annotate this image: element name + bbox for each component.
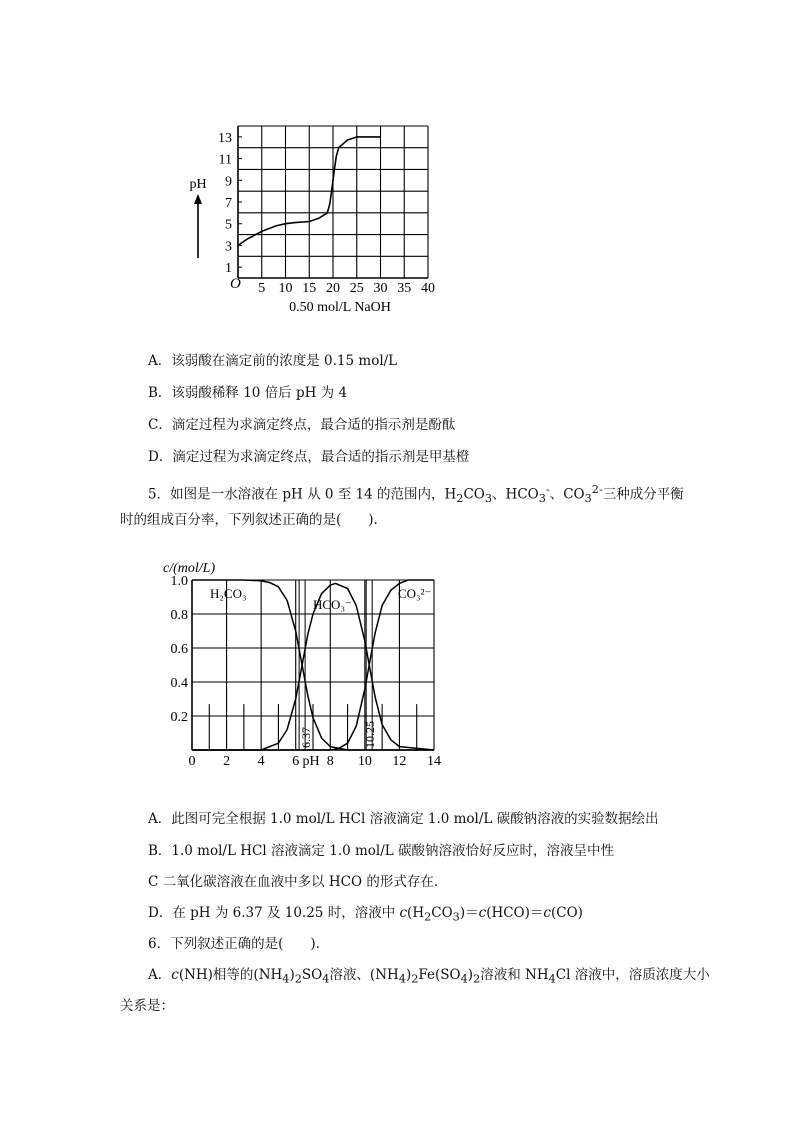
titration-y-ticks <box>218 131 232 276</box>
x-tick-label: 14 <box>427 754 441 769</box>
x-tick-label: 20 <box>326 281 340 296</box>
titration-x-ticks <box>258 281 435 296</box>
titration-x-axis-label: 0.50 mol/L NaOH <box>289 300 391 315</box>
x-tick-label: 10 <box>278 281 293 296</box>
titration-grid <box>238 126 428 278</box>
q5-stem-line2: 时的组成百分率，下列叙述正确的是( ). <box>120 512 378 528</box>
q5-stem-line1: 5．如图是一水溶液在 pH 从 0 至 14 的范围内，$H_2CO_3$、$HCO_3^-$、$CO_3^{2-}$三种成分平衡 <box>148 483 684 506</box>
x-tick-label: 15 <box>302 281 317 296</box>
q4-option-d: D．滴定过程为求滴定终点，最合适的指示剂是甲基橙 <box>148 449 470 465</box>
q4-option-b: B．该弱酸稀释 10 倍后 pH 为 4 <box>148 385 348 401</box>
annotation-6-37: 6.37 <box>299 727 313 748</box>
y-tick-label: 0.4 <box>170 676 188 691</box>
y-arrow-icon <box>194 194 202 258</box>
y-tick-label: 5 <box>225 217 232 233</box>
y-tick-label: 1 <box>225 261 232 277</box>
label-hco3: HCO₃⁻ <box>313 597 352 612</box>
y-tick-label: 13 <box>218 130 232 146</box>
titration-chart <box>180 118 450 323</box>
x-tick-label: 4 <box>257 754 265 769</box>
y-tick-label: 0.2 <box>170 710 188 725</box>
q5-option-c: C 二氧化碳溶液在血液中多以 HCO 的形式存在． <box>148 874 448 890</box>
origin-label: O <box>230 276 241 292</box>
y-tick-label: 0.6 <box>170 642 188 657</box>
x-tick-label: 0 <box>188 754 196 769</box>
label-h2co3: H₂CO₃ <box>210 586 247 601</box>
x-tick-label: 35 <box>397 281 412 296</box>
x-tick-label: 6 <box>292 754 300 769</box>
y-tick-label: 11 <box>218 152 232 168</box>
x-tick-label: 2 <box>223 754 231 769</box>
q5-option-d: D．在 pH 为 6.37 及 10.25 时，溶液中 $c(H_2CO_3)=c(HCO)=c(CO)$ <box>148 905 583 924</box>
q5-option-a: A．此图可完全根据 1.0 mol/L HCl 溶液滴定 1.0 mol/L 碳酸钠溶液的实验数据绘出 <box>148 811 659 827</box>
q6-option-a-line1: A．c(NH)相等的$(NH_4)_2SO_4$溶液、$(NH_4)_2Fe(SO_4)_2$溶液和 $NH_4Cl$ 溶液中，溶质浓度大小 <box>148 967 710 986</box>
y-tick-label: 0.8 <box>170 608 188 623</box>
x-tick-label: 8 <box>326 754 334 769</box>
x-tick-label: 5 <box>258 281 266 296</box>
x-tick-label: 12 <box>392 754 407 769</box>
x-tick-label: 40 <box>421 281 435 296</box>
distribution-y-axis-label: c/(mol/L) <box>163 561 216 576</box>
y-tick-label: 7 <box>225 196 232 211</box>
q5-option-b: B．1.0 mol/L HCl 溶液滴定 1.0 mol/L 碳酸钠溶液恰好反应时，溶液呈中性 <box>148 843 615 859</box>
q6-stem: 6．下列叙述正确的是( ). <box>148 936 320 952</box>
y-tick-label: 3 <box>225 239 232 255</box>
q4-option-a: A．该弱酸在滴定前的浓度是 0.15 mol/L <box>148 353 398 369</box>
distribution-x-axis-label: pH <box>302 754 320 769</box>
titration-y-axis-label: pH <box>189 177 207 192</box>
y-tick-label: 9 <box>225 174 232 190</box>
q6-option-a-line2: 关系是： <box>120 998 174 1014</box>
distribution-y-ticks <box>171 574 189 725</box>
x-tick-label: 10 <box>357 754 372 769</box>
x-tick-label: 25 <box>349 281 364 296</box>
carbonate-distribution-chart <box>158 558 448 773</box>
q4-option-c: C．滴定过程为求滴定终点，最合适的指示剂是酚酞 <box>148 417 456 433</box>
annotation-10-25: 10.25 <box>363 721 377 748</box>
x-tick-label: 30 <box>373 281 388 296</box>
label-co3: CO₃²⁻ <box>398 586 432 601</box>
y-tick-label: 1.0 <box>170 574 188 589</box>
